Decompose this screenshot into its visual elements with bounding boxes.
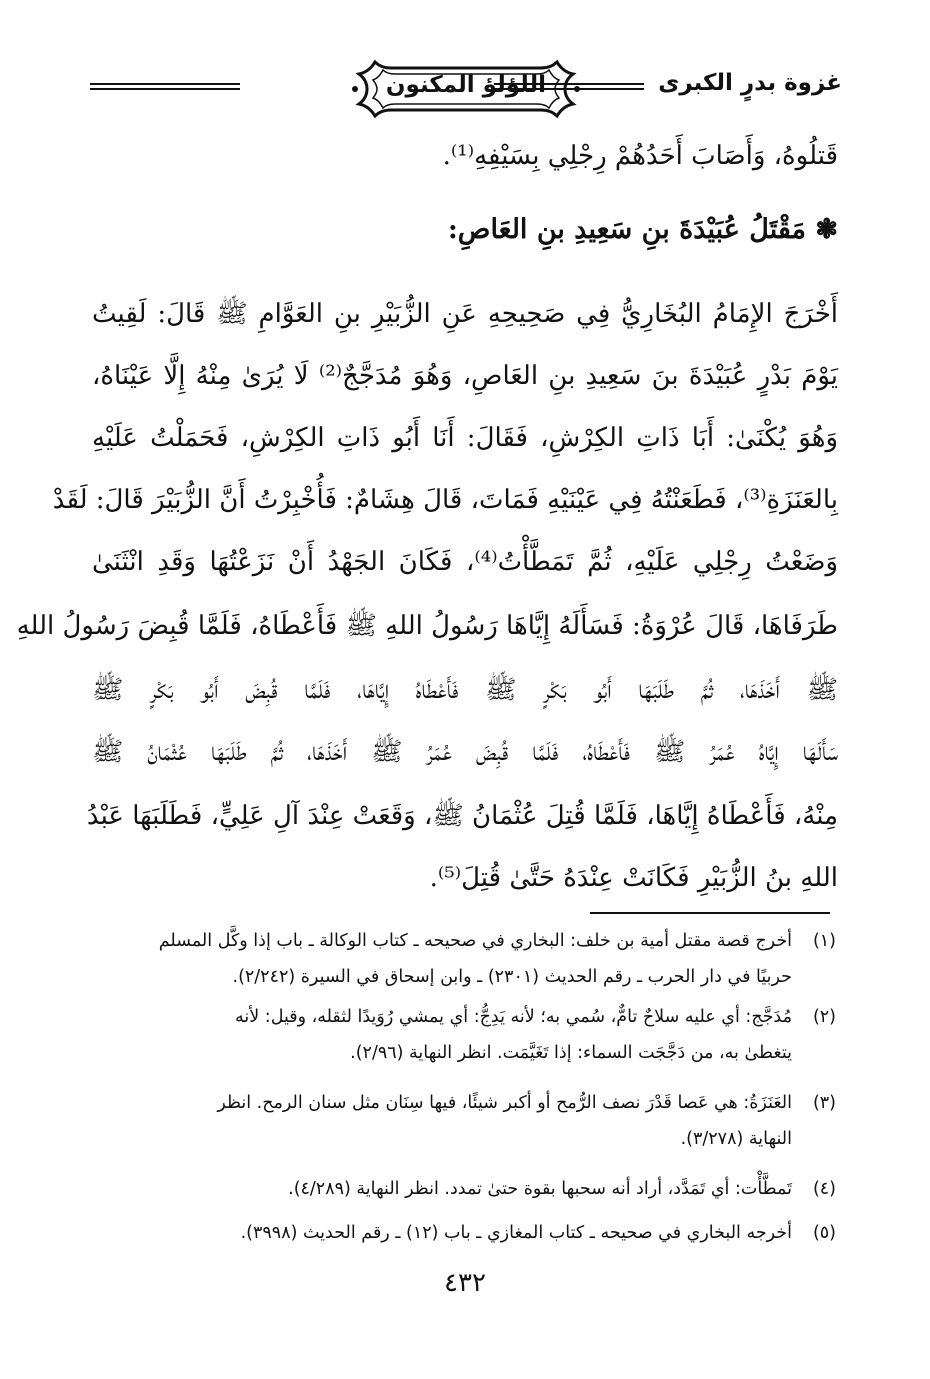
book-title-cartouche: [351, 58, 581, 120]
footnote-text: أخرجه البخاري في صحيحه ـ كتاب المغازي ـ باب (١٢) ـ رقم الحديث (٣٩٩٨).: [240, 1223, 792, 1243]
section-heading: ❃ مَقْتَلُ عُبَيْدَةَ بنِ سَعِيدِ بنِ العَاصِ:: [447, 214, 838, 245]
footnote-4: [94, 1172, 836, 1207]
body-line: طَرَفَاهَا، قَالَ عُرْوَةُ: فَسَأَلَهُ إِيَّاهَا رَسُولُ اللهِ ﷺ فَأَعْطَاهُ، فَلَمَّا قُبِضَ رَسُولُ اللهِ: [16, 611, 838, 641]
footnote-number: (١): [812, 931, 836, 951]
body-line: يَوْمَ بَدْرٍ عُبَيْدَةَ بنَ سَعِيدِ بنِ العَاصِ، وَهُوَ مُدَجَّجٌ⁽²⁾ لَا يُرَىٰ مِنْهُ إِلَّا عَيْنَاهُ،: [92, 361, 839, 391]
footnote-separator: [590, 912, 830, 914]
chapter-title: غزوة بدرٍ الكبرى: [658, 70, 842, 96]
footnote-text: أخرج قصة مقتل أمية بن خلف: البخاري في صحيحه ـ كتاب الوكالة ـ باب إذا وكَّل المسلم: [158, 931, 792, 951]
body-line: ﷺ أَخَذَهَا، ثُمَّ طَلَبَهَا أَبُو بَكْرٍ ﷺ فَأَعْطَاهُ إِيَّاهَا، فَلَمَّا قُبِضَ أَبُو بَكْرٍ ﷺ: [92, 675, 838, 705]
footnote-1-continued: حربيًا في دار الحرب ـ رقم الحديث (٢٣٠١) ـ وابن إسحاق في السيرة (٢/٢٤٢).: [232, 967, 792, 987]
footnote-3-continued: النهاية (٣/٢٧٨).: [680, 1129, 792, 1149]
body-line: سَأَلَهَا إِيَّاهُ عُمَرُ ﷺ فَأَعْطَاهُ، فَلَمَّا قُبِضَ عُمَرُ ﷺ أَخَذَهَا، ثُمَّ طَلَبَهَا عُثْمَانُ ﷺ: [92, 737, 838, 767]
body-line: بِالعَنَزَةِ⁽³⁾، فَطَعَنْتُهُ فِي عَيْنَيْهِ فَمَاتَ، قَالَ هِشَامٌ: فَأُخْبِرْتُ أَنَّ الزُّبَيْرَ قَالَ: لَقَدْ: [52, 485, 838, 515]
footnote-number: (٣): [812, 1093, 836, 1113]
footnote-text: تَمطَّأْت: أي تَمَدَّد، أراد أنه سحبها بقوة حتىٰ تمدد. انظر النهاية (٤/٢٨٩).: [288, 1179, 792, 1199]
body-line: أَخْرَجَ الإِمَامُ البُخَارِيُّ فِي صَحِيحِهِ عَنِ الزُّبَيْرِ بنِ العَوَّامِ ﷺ قَالَ: لَقِيتُ: [92, 299, 838, 329]
running-header: [90, 58, 842, 122]
footnote-5: [94, 1216, 836, 1251]
footnote-text: العَنَزَةُ: هي عَصا قَدْرَ نصف الرُّمح أو أكبر شيئًا، فيها سِنَان مثل سنان الرمح. انظر: [217, 1093, 792, 1113]
footnote-number: (٢): [812, 1007, 836, 1027]
footnote-1: [94, 924, 836, 959]
footnote-2-continued: يتغطىٰ به، من دَجَّجَت السماء: إذا تَغَيَّمَت. انظر النهاية (٢/٩٦).: [350, 1043, 792, 1063]
body-line: وَضَعْتُ رِجْلِي عَلَيْهِ، ثُمَّ تَمَطَّأْتُ⁽⁴⁾، فَكَانَ الجَهْدُ أَنْ نَزَعْتُهَا وَقَدِ انْثَنَىٰ: [92, 547, 839, 577]
footnote-text: مُدَجَّج: أي عليه سلاحٌ تامٌّ، سُمي به؛ لأنه يَدِجُّ: أي يمشي رُوَيدًا لثقله، وقيل: لأنه: [235, 1007, 792, 1027]
body-line: قَتلُوهُ، وَأَصَابَ أَحَدُهُمْ رِجْلِي بِسَيْفِهِ⁽¹⁾.: [442, 141, 838, 171]
body-line: مِنْهُ، فَأَعْطَاهُ إِيَّاهَا، فَلَمَّا قُتِلَ عُثْمَانُ ﷺ، وَقَعَتْ عِنْدَ آلِ عَلِيٍّ، فَطَلَبَهَا عَبْدُ: [86, 801, 838, 831]
footnote-number: (٥): [812, 1223, 836, 1243]
page-number: ٤٣٢: [444, 1268, 486, 1298]
footnote-2: [94, 1000, 836, 1035]
body-line: وَهُوَ يُكْنَىٰ: أَبَا ذَاتِ الكِرْشِ، فَقَالَ: أَنَا أَبُو ذَاتِ الكِرْشِ، فَحَمَلْتُ عَلَيْهِ: [92, 423, 838, 453]
footnote-number: (٤): [812, 1179, 836, 1199]
header-rule-left: [90, 83, 240, 90]
body-line: اللهِ بنُ الزُّبَيْرِ فَكَانَتْ عِنْدَهُ حَتَّىٰ قُتِلَ⁽⁵⁾.: [429, 863, 838, 893]
book-title: اللؤلؤ المكنون: [385, 72, 547, 98]
footnote-3: [94, 1086, 836, 1121]
